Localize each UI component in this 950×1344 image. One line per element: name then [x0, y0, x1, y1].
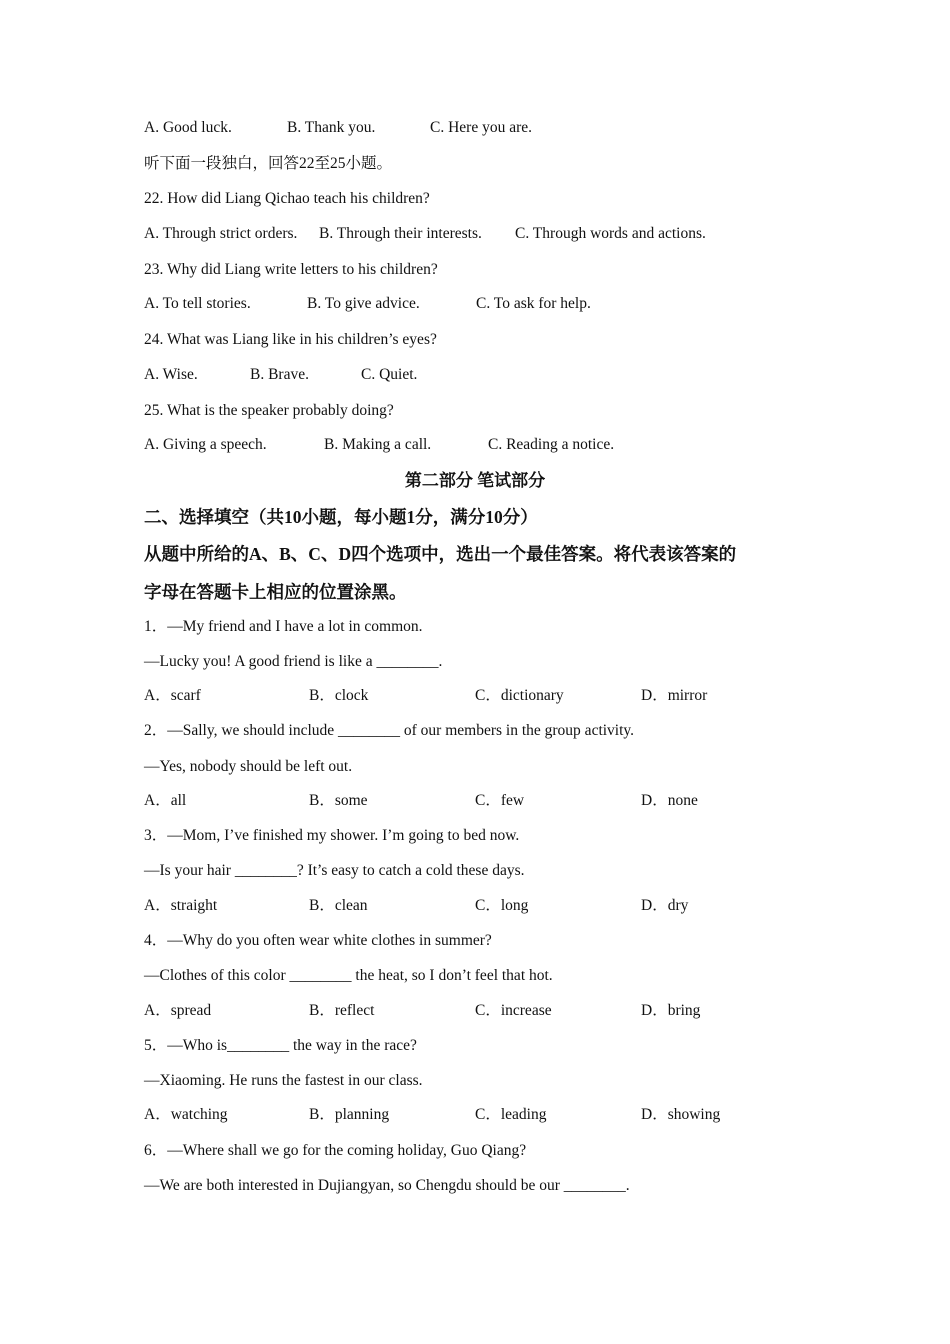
question-6-line2: —We are both interested in Dujiangyan, so Chengdu should be our ________. — [144, 1177, 630, 1194]
q23-option-b: B. To give advice. — [307, 295, 420, 312]
q2-option-c: C．few — [475, 792, 525, 809]
q24-option-b: B. Brave. — [250, 366, 309, 383]
q21-option-c: C. Here you are. — [430, 119, 532, 136]
q25-option-a: A. Giving a speech. — [144, 436, 267, 453]
q4-option-d: D．bring — [641, 1002, 701, 1019]
q3-option-d: D．dry — [641, 897, 689, 914]
question-2-line1: 2．—Sally, we should include ________ of our members in the group activity. — [144, 722, 635, 739]
q3-option-b: B．clean — [309, 897, 368, 914]
q5-option-c: C．leading — [475, 1106, 547, 1123]
q4-option-a: A．spread — [144, 1002, 212, 1019]
section-heading: 二、选择填空（共10小题，每小题1分，满分10分） — [144, 507, 538, 527]
q1-option-d: D．mirror — [641, 687, 708, 704]
q22-option-c: C. Through words and actions. — [515, 225, 706, 242]
q21-option-a: A. Good luck. — [144, 119, 232, 136]
q25-option-b: B. Making a call. — [324, 436, 432, 453]
instruction-line-1: 从题中所给的A、B、C、D四个选项中，选出一个最佳答案。将代表该答案的 — [144, 544, 737, 564]
q22-option-b: B. Through their interests. — [319, 225, 482, 242]
question-5-line1: 5．—Who is________ the way in the race? — [144, 1037, 417, 1054]
q24-option-a: A. Wise. — [144, 366, 198, 383]
q5-option-d: D．showing — [641, 1106, 721, 1123]
question-4-line2: —Clothes of this color ________ the heat, so I don’t feel that hot. — [144, 967, 553, 984]
q3-option-a: A．straight — [144, 897, 218, 914]
part-two-title: 第二部分 笔试部分 — [404, 471, 546, 490]
q22-option-a: A. Through strict orders. — [144, 225, 298, 242]
q5-option-a: A．watching — [144, 1106, 228, 1123]
q2-option-a: A．all — [144, 792, 187, 809]
q24-option-c: C. Quiet. — [361, 366, 418, 383]
passage-instruction: 听下面一段独白，回答22至25小题。 — [144, 155, 393, 172]
q5-option-b: B．planning — [309, 1106, 390, 1123]
question-4-line1: 4．—Why do you often wear white clothes in summer? — [144, 932, 492, 949]
q23-option-a: A. To tell stories. — [144, 295, 251, 312]
instruction-line-2: 字母在答题卡上相应的位置涂黑。 — [144, 582, 407, 602]
question-2-line2: —Yes, nobody should be left out. — [144, 758, 353, 775]
q25-option-c: C. Reading a notice. — [488, 436, 615, 453]
question-24-stem: 24. What was Liang like in his children’s eyes? — [144, 331, 437, 348]
question-6-line1: 6．—Where shall we go for the coming holiday, Guo Qiang? — [144, 1142, 527, 1159]
q21-option-b: B. Thank you. — [287, 119, 376, 136]
q4-option-c: C．increase — [475, 1002, 552, 1019]
question-1-line1: 1．—My friend and I have a lot in common. — [144, 618, 423, 635]
q3-option-c: C．long — [475, 897, 529, 914]
question-23-stem: 23. Why did Liang write letters to his children? — [144, 261, 438, 278]
question-22-stem: 22. How did Liang Qichao teach his children? — [144, 190, 430, 207]
q23-option-c: C. To ask for help. — [476, 295, 591, 312]
question-25-stem: 25. What is the speaker probably doing? — [144, 402, 394, 419]
q4-option-b: B．reflect — [309, 1002, 375, 1019]
q2-option-d: D．none — [641, 792, 698, 809]
question-1-line2: —Lucky you! A good friend is like a ________. — [144, 653, 443, 670]
q1-option-b: B．clock — [309, 687, 369, 704]
q1-option-c: C．dictionary — [475, 687, 564, 704]
question-5-line2: —Xiaoming. He runs the fastest in our class. — [144, 1072, 423, 1089]
q2-option-b: B．some — [309, 792, 368, 809]
question-3-line2: —Is your hair ________? It’s easy to catch a cold these days. — [144, 862, 525, 879]
question-3-line1: 3．—Mom, I’ve finished my shower. I’m going to bed now. — [144, 827, 520, 844]
q1-option-a: A．scarf — [144, 687, 201, 704]
